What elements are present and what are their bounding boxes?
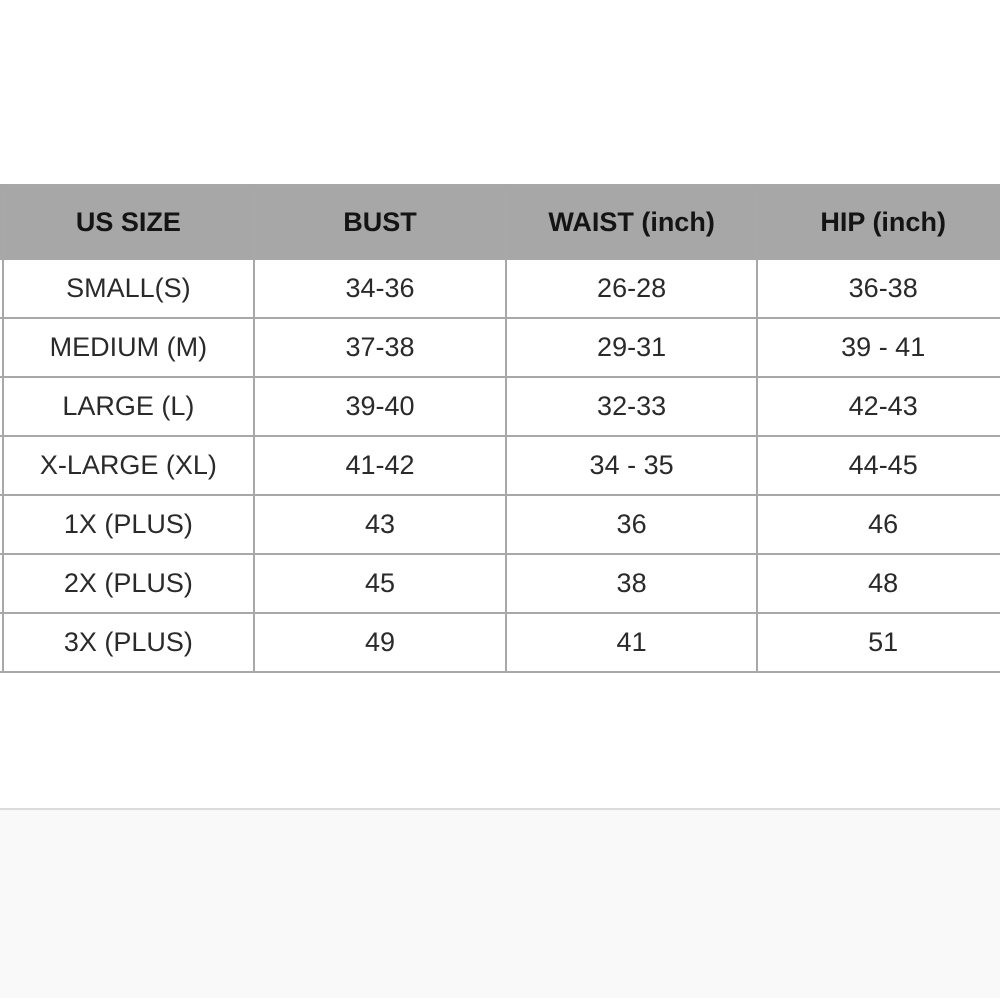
size-chart-table — [0, 184, 1000, 673]
table-cell-hip: 42-43 — [757, 377, 1000, 436]
table-cell-hip: 44-45 — [757, 436, 1000, 495]
table-row — [0, 554, 1000, 613]
faint-caption-text — [0, 740, 360, 776]
table-cell-bust: 45 — [254, 554, 506, 613]
table-row — [0, 318, 1000, 377]
table-cell-bust: 41-42 — [254, 436, 506, 495]
table-cell-hip: 39 - 41 — [757, 318, 1000, 377]
table-row — [0, 377, 1000, 436]
table-cell-size: LARGE (L) — [3, 377, 255, 436]
table-cell-hip: 48 — [757, 554, 1000, 613]
table-row — [0, 259, 1000, 318]
table-cell-waist: 38 — [506, 554, 758, 613]
table-cell-hip: 36-38 — [757, 259, 1000, 318]
table-cell-size: SMALL(S) — [3, 259, 255, 318]
table-cell-bust: 43 — [254, 495, 506, 554]
column-header-us-size: US SIZE — [3, 185, 255, 259]
column-header-bust: BUST — [254, 185, 506, 259]
table-row — [0, 613, 1000, 672]
table-cell-waist: 36 — [506, 495, 758, 554]
table-cell-size: MEDIUM (M) — [3, 318, 255, 377]
table-cell-hip: 46 — [757, 495, 1000, 554]
faint-header-text — [14, 14, 164, 36]
column-header-waist: WAIST (inch) — [506, 185, 758, 259]
table-cell-bust: 39-40 — [254, 377, 506, 436]
table-cell-size: X-LARGE (XL) — [3, 436, 255, 495]
table-cell-bust: 34-36 — [254, 259, 506, 318]
table-cell-waist: 26-28 — [506, 259, 758, 318]
table-row — [0, 495, 1000, 554]
column-header-hip: HIP (inch) — [757, 185, 1000, 259]
table-row — [0, 436, 1000, 495]
table-cell-size: 1X (PLUS) — [3, 495, 255, 554]
table-cell-bust: 37-38 — [254, 318, 506, 377]
table-cell-size: 3X (PLUS) — [3, 613, 255, 672]
footer-area — [0, 810, 1000, 998]
table-cell-hip: 51 — [757, 613, 1000, 672]
table-cell-waist: 41 — [506, 613, 758, 672]
table-cell-waist: 29-31 — [506, 318, 758, 377]
table-cell-bust: 49 — [254, 613, 506, 672]
table-cell-size: 2X (PLUS) — [3, 554, 255, 613]
table-cell-waist: 32-33 — [506, 377, 758, 436]
table-header-row — [0, 185, 1000, 259]
table-cell-waist: 34 - 35 — [506, 436, 758, 495]
